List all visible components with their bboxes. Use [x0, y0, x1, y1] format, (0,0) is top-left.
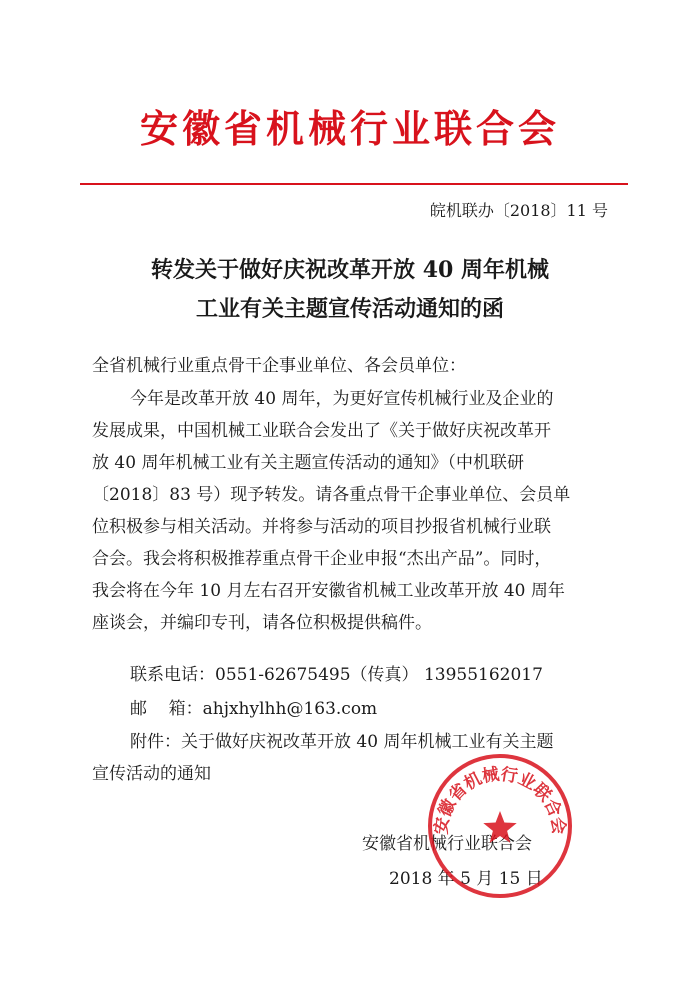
document-title-line-1: 转发关于做好庆祝改革开放 40 周年机械 — [151, 257, 549, 283]
signature-org: 安徽省机械行业联合会 — [362, 834, 532, 854]
paragraph-line: 我会将在今年 10 月左右召开安徽省机械工业改革开放 40 周年 — [92, 581, 565, 601]
document-title-line-2: 工业有关主题宣传活动通知的函 — [195, 296, 504, 322]
document-number: 皖机联办〔2018〕11 号 — [429, 201, 608, 220]
attachment-line: 宣传活动的通知 — [92, 764, 211, 784]
contact-phone: 联系电话：0551-62675495（传真） 13955162017 — [130, 665, 543, 685]
paragraph-line: 发展成果，中国机械工业联合会发出了《关于做好庆祝改革开 — [92, 421, 551, 441]
red-divider-rule — [80, 183, 628, 185]
seal-text: 安徽省机械行业联合会 — [431, 764, 569, 836]
attachment-line: 附件：关于做好庆祝改革开放 40 周年机械工业有关主题 — [130, 732, 554, 752]
paragraph-line: 放 40 周年机械工业有关主题宣传活动的通知》（中机联研 — [92, 453, 524, 473]
paragraph-line: 座谈会，并编印专刊，请各位积极提供稿件。 — [92, 613, 432, 633]
signature-date: 2018 年 5 月 15 日 — [389, 869, 543, 889]
paragraph-line: 位积极参与相关活动。并将参与活动的项目抄报省机械行业联 — [92, 517, 551, 537]
paragraph-line: 合会。我会将积极推荐重点骨干企业申报“杰出产品”。同时， — [92, 549, 552, 569]
salutation: 全省机械行业重点骨干企事业单位、各会员单位： — [92, 356, 466, 376]
official-seal-stamp — [425, 751, 575, 901]
seal-star-icon — [483, 811, 516, 843]
letterhead-title: 安徽省机械行业联合会 — [139, 106, 560, 151]
contact-email: 邮 箱：ahjxhylhh@163.com — [130, 699, 378, 719]
paragraph-line: 〔2018〕83 号）现予转发。请各重点骨干企事业单位、会员单 — [92, 485, 571, 505]
paragraph-line: 今年是改革开放 40 周年，为更好宣传机械行业及企业的 — [130, 389, 554, 409]
